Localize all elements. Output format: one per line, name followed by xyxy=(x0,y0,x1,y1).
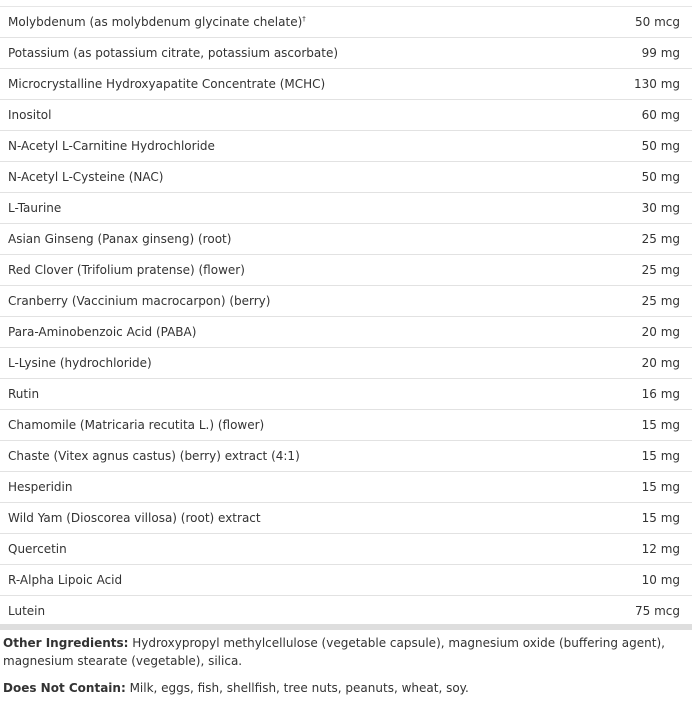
nutrient-name xyxy=(8,100,51,130)
other-ingredients-text: Hydroxypropyl methylcellulose (vegetable capsule), magnesium oxide (buffering agent), magnesium stearate (vegetable), silica. xyxy=(3,636,665,668)
nutrient-amount: 15 mg xyxy=(641,418,680,432)
nutrient-amount: 25 mg xyxy=(641,294,680,308)
nutrient-name xyxy=(8,410,264,440)
nutrient-name-text: Chaste (Vitex agnus castus) (berry) extract (4:1) xyxy=(8,449,300,463)
nutrient-name xyxy=(8,193,61,223)
nutrient-name-text: Wild Yam (Dioscorea villosa) (root) extract xyxy=(8,511,261,525)
nutrient-name xyxy=(8,131,215,161)
table-row xyxy=(0,317,692,348)
nutrient-amount: 75 mcg xyxy=(635,604,680,618)
nutrient-amount: 50 mg xyxy=(641,170,680,184)
nutrient-name-text: Para-Aminobenzoic Acid (PABA) xyxy=(8,325,197,339)
nutrient-name xyxy=(8,162,163,192)
nutrient-amount: 50 mcg xyxy=(635,15,680,29)
table-row xyxy=(0,441,692,472)
other-ingredients-label: Other Ingredients: xyxy=(3,636,129,650)
nutrient-name xyxy=(8,317,196,347)
nutrient-name-text: R-Alpha Lipoic Acid xyxy=(8,573,123,587)
does-not-contain-text: Milk, eggs, fish, shellfish, tree nuts, peanuts, wheat, soy. xyxy=(129,681,469,695)
nutrient-name-text: Potassium (as potassium citrate, potassium ascorbate) xyxy=(8,46,339,60)
nutrient-name xyxy=(8,255,245,285)
nutrient-name xyxy=(8,503,261,533)
table-row xyxy=(0,472,692,503)
nutrient-name xyxy=(8,565,122,595)
nutrient-amount: 99 mg xyxy=(641,46,680,60)
nutrient-name xyxy=(8,286,270,316)
nutrient-amount: 20 mg xyxy=(641,325,680,339)
table-row xyxy=(0,162,692,193)
nutrient-name-text: L-Lysine (hydrochloride) xyxy=(8,356,152,370)
table-row xyxy=(0,193,692,224)
nutrient-name xyxy=(8,7,306,37)
nutrient-name-text: N-Acetyl L-Cysteine (NAC) xyxy=(8,170,164,184)
nutrient-name xyxy=(8,441,300,471)
nutrient-amount: 16 mg xyxy=(641,387,680,401)
nutrient-name xyxy=(8,69,325,99)
table-row xyxy=(0,286,692,317)
footnote-mark: † xyxy=(302,15,306,23)
section-divider xyxy=(0,624,692,630)
table-row xyxy=(0,503,692,534)
does-not-contain xyxy=(3,679,689,697)
nutrient-name-text: Chamomile (Matricaria recutita L.) (flower) xyxy=(8,418,265,432)
nutrient-name-text: Quercetin xyxy=(8,542,67,556)
table-row xyxy=(0,255,692,286)
nutrient-name-text: Lutein xyxy=(8,604,46,618)
nutrient-amount: 60 mg xyxy=(641,108,680,122)
nutrient-amount: 12 mg xyxy=(641,542,680,556)
nutrient-amount: 15 mg xyxy=(641,449,680,463)
nutrient-name xyxy=(8,596,45,626)
other-ingredients xyxy=(3,634,689,670)
nutrient-name-text: L-Taurine xyxy=(8,201,62,215)
table-row xyxy=(0,38,692,69)
does-not-contain-label: Does Not Contain: xyxy=(3,681,126,695)
nutrient-name xyxy=(8,379,39,409)
table-row xyxy=(0,7,692,38)
nutrient-name-text: Hesperidin xyxy=(8,480,73,494)
nutrient-amount: 20 mg xyxy=(641,356,680,370)
nutrient-name-text: Red Clover (Trifolium pratense) (flower) xyxy=(8,263,245,277)
table-row xyxy=(0,565,692,596)
nutrient-name-text: Inositol xyxy=(8,108,52,122)
nutrient-table xyxy=(0,6,692,627)
nutrient-name-text: Asian Ginseng (Panax ginseng) (root) xyxy=(8,232,232,246)
table-row xyxy=(0,69,692,100)
table-row xyxy=(0,596,692,627)
table-row xyxy=(0,534,692,565)
nutrient-name-text: N-Acetyl L-Carnitine Hydrochloride xyxy=(8,139,215,153)
table-row xyxy=(0,379,692,410)
table-row xyxy=(0,131,692,162)
nutrient-amount: 25 mg xyxy=(641,232,680,246)
nutrient-name xyxy=(8,224,231,254)
nutrient-amount: 30 mg xyxy=(641,201,680,215)
nutrient-name xyxy=(8,348,152,378)
nutrient-amount: 15 mg xyxy=(641,480,680,494)
nutrient-amount: 15 mg xyxy=(641,511,680,525)
table-row xyxy=(0,100,692,131)
nutrient-name-text: Cranberry (Vaccinium macrocarpon) (berry) xyxy=(8,294,271,308)
nutrient-amount: 10 mg xyxy=(641,573,680,587)
nutrient-name xyxy=(8,472,72,502)
nutrient-name-text: Molybdenum (as molybdenum glycinate chelate) xyxy=(8,15,303,29)
nutrient-name-text: Microcrystalline Hydroxyapatite Concentrate (MCHC) xyxy=(8,77,326,91)
table-row xyxy=(0,410,692,441)
nutrient-name xyxy=(8,38,338,68)
table-row xyxy=(0,348,692,379)
nutrient-amount: 50 mg xyxy=(641,139,680,153)
table-row xyxy=(0,224,692,255)
nutrient-name xyxy=(8,534,67,564)
nutrient-amount: 130 mg xyxy=(633,77,680,91)
nutrient-amount: 25 mg xyxy=(641,263,680,277)
nutrient-name-text: Rutin xyxy=(8,387,40,401)
